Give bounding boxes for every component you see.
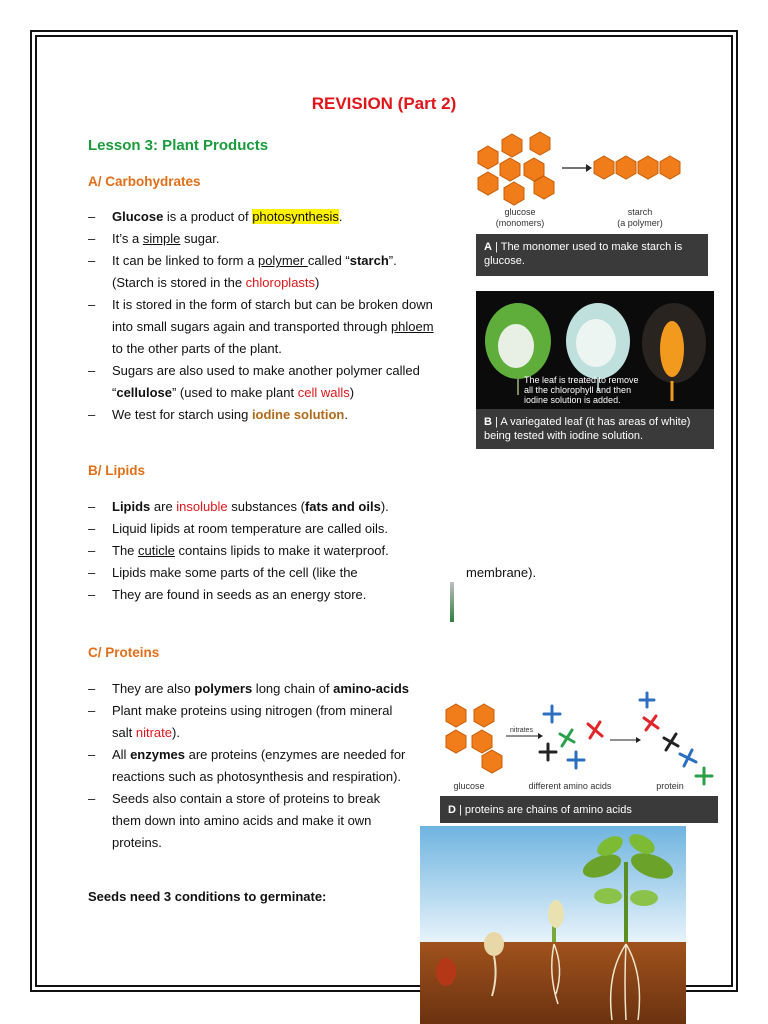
page-title: REVISION (Part 2) [311, 94, 457, 113]
starch-hexagon [594, 156, 614, 179]
glucose-hexagon [474, 704, 494, 727]
list-item: – They are also polymers long chain of amino-acids [88, 678, 409, 700]
amino-acid-diagram [440, 690, 718, 794]
list-item: – The cuticle contains lipids to make it waterproof. [88, 540, 389, 562]
starch-hexagon [616, 156, 636, 179]
glucose-hexagon [446, 730, 466, 753]
cell-membrane-fragment [450, 582, 454, 622]
list-item: – They are found in seeds as an energy store. [88, 584, 389, 606]
list-item: – Plant make proteins using nitrogen (from mineral salt nitrate). [88, 700, 409, 744]
starch-hexagon [638, 156, 658, 179]
membrane-text: membrane). [466, 565, 537, 580]
glucose-hexagon [530, 132, 550, 155]
list-item: – It is stored in the form of starch but can be broken down into small sugars again and transported through phloem to the other parts of the plant. [88, 294, 434, 360]
glucose-hexagon [502, 134, 522, 157]
list-item: – It can be linked to form a polymer called “starch”. (Starch is stored in the chloroplasts) [88, 250, 434, 294]
glucose-hexagon [478, 146, 498, 169]
list-item: – Liquid lipids at room temperature are called oils. [88, 518, 389, 540]
protein-chain [640, 693, 712, 784]
figure-d-caption: D | proteins are chains of amino acids [440, 796, 718, 823]
figure-a-caption: A | The monomer used to make starch is glucose. [476, 234, 708, 276]
glucose-hexagon [482, 750, 502, 773]
lesson-heading: Lesson 3: Plant Products [88, 137, 269, 154]
lipids-list [88, 496, 389, 606]
glucose-hexagon [504, 182, 524, 205]
carbohydrates-list [88, 206, 434, 426]
list-item: – Seeds also contain a store of proteins to break them down into amino acids and make it own proteins. [88, 788, 409, 854]
seed-germination-illustration [420, 826, 686, 1024]
list-item: – Sugars are also used to make another polymer called “cellulose” (used to make plant cell walls) [88, 360, 434, 404]
amino-acid-crosses [540, 706, 602, 768]
glucose-hexagon [472, 730, 492, 753]
arrow-icon [636, 737, 641, 743]
carbohydrates-heading: A/ Carbohydrates [88, 174, 201, 189]
glucose-hexagon [500, 158, 520, 181]
seed-icon [436, 958, 456, 986]
figure-b-caption: B | A variegated leaf (it has areas of white) being tested with iodine solution. [476, 409, 714, 449]
nitrates-label: nitrates [510, 727, 533, 734]
list-item: – All enzymes are proteins (enzymes are needed for reactions such as photosynthesis and respiration). [88, 744, 409, 788]
starch-label: starch (a polymer) [617, 207, 663, 228]
amino-acids-label: different amino acids [528, 781, 612, 791]
arrow-icon [586, 164, 592, 172]
glucose-starch-diagram [474, 130, 708, 210]
germinate-heading: Seeds need 3 conditions to germinate: [88, 889, 327, 904]
list-item: – Lipids are insoluble substances (fats and oils). [88, 496, 389, 518]
list-item: – It’s a simple sugar. [88, 228, 434, 250]
variegated-leaf-figure [476, 291, 714, 449]
arrow-icon [538, 733, 543, 739]
starch-hexagon [660, 156, 680, 179]
proteins-heading: C/ Proteins [88, 645, 160, 660]
list-item: – Glucose is a product of photosynthesis. [88, 206, 434, 228]
protein-label: protein [656, 781, 684, 791]
lipids-heading: B/ Lipids [88, 463, 145, 478]
list-item: – We test for starch using iodine solution. [88, 404, 434, 426]
iodine-leaf-icon [642, 303, 706, 401]
proteins-list [88, 678, 409, 854]
leaf-overlay-text: The leaf is treated to remove all the chlorophyll and then iodine solution is added. [524, 375, 639, 405]
glucose-label: glucose (monomers) [495, 207, 545, 228]
glucose-hexagon [478, 172, 498, 195]
glucose-hexagon [446, 704, 466, 727]
list-item: – Lipids make some parts of the cell (like the [88, 562, 389, 584]
glucose-label: glucose [453, 781, 485, 791]
